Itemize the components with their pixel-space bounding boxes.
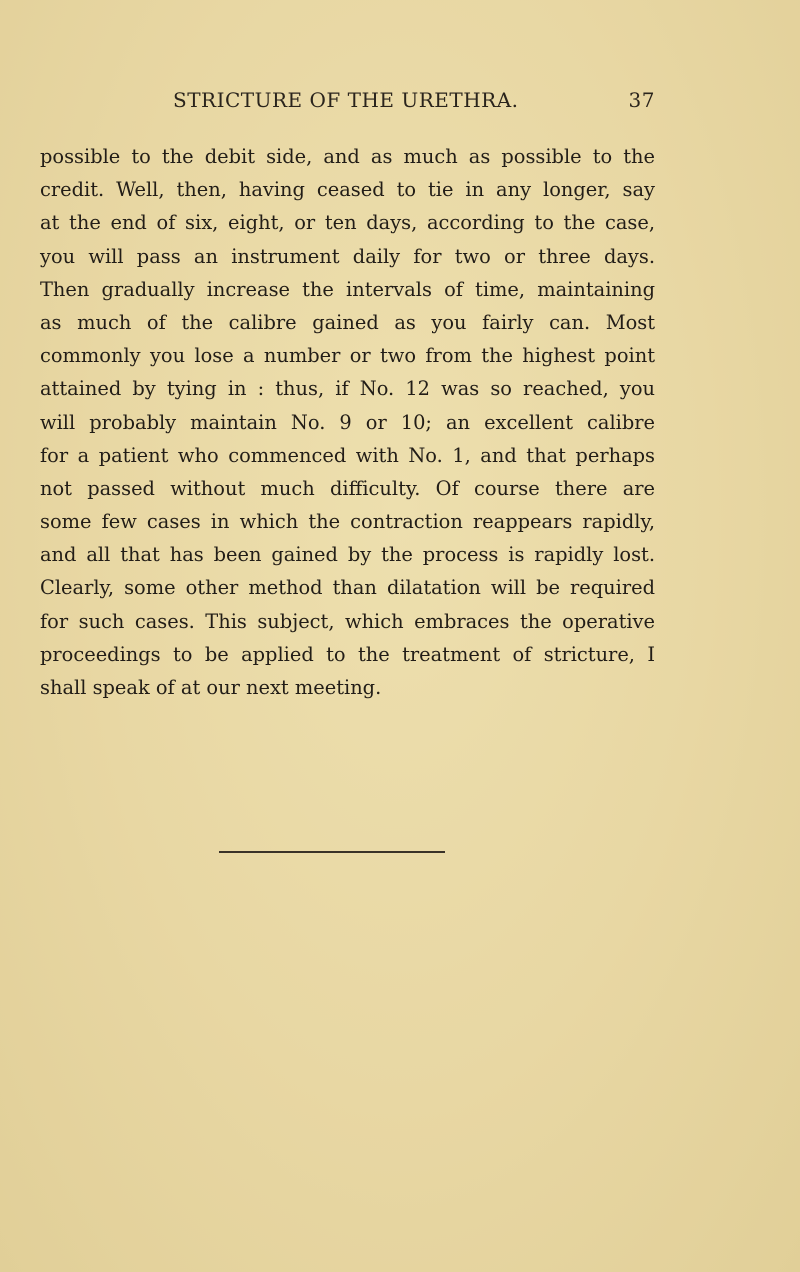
text-line: shall speak of at our next meeting. xyxy=(40,676,382,699)
text-line: and all that has been gained by the process is rapidly lost. xyxy=(40,543,655,567)
text-line: proceedings to be applied to the treatment of stricture, I xyxy=(40,642,655,666)
text-line: at the end of six, eight, or ten days, according to the case, xyxy=(40,211,655,235)
text-line: you will pass an instrument daily for two or three days. xyxy=(40,244,655,268)
running-head-title: STRICTURE OF THE URETHRA. xyxy=(173,88,519,112)
text-line: attained by tying in : thus, if No. 12 was so reached, you xyxy=(40,377,655,401)
text-line: possible to the debit side, and as much as possible to the xyxy=(40,145,655,168)
text-line: Clearly, some other method than dilatation will be required xyxy=(40,576,655,600)
section-end-rule xyxy=(219,851,445,853)
text-line: not passed without much difficulty. Of course there are xyxy=(40,476,655,500)
text-line: will probably maintain No. 9 or 10; an excellent calibre xyxy=(40,410,655,434)
text-line: credit. Well, then, having ceased to tie in any longer, say xyxy=(40,178,655,202)
text-line: commonly you lose a number or two from the highest point xyxy=(40,344,655,368)
text-line: as much of the calibre gained as you fairly can. Most xyxy=(40,310,655,334)
text-line: Then gradually increase the intervals of time, maintaining xyxy=(40,277,655,301)
text-line: for a patient who commenced with No. 1, and that perhaps xyxy=(40,443,655,467)
running-head xyxy=(40,88,655,118)
text-line: for such cases. This subject, which embraces the operative xyxy=(40,609,655,633)
body-paragraph xyxy=(40,140,655,704)
page-number: 37 xyxy=(628,88,655,112)
text-line: some few cases in which the contraction reappears rapidly, xyxy=(40,510,655,534)
